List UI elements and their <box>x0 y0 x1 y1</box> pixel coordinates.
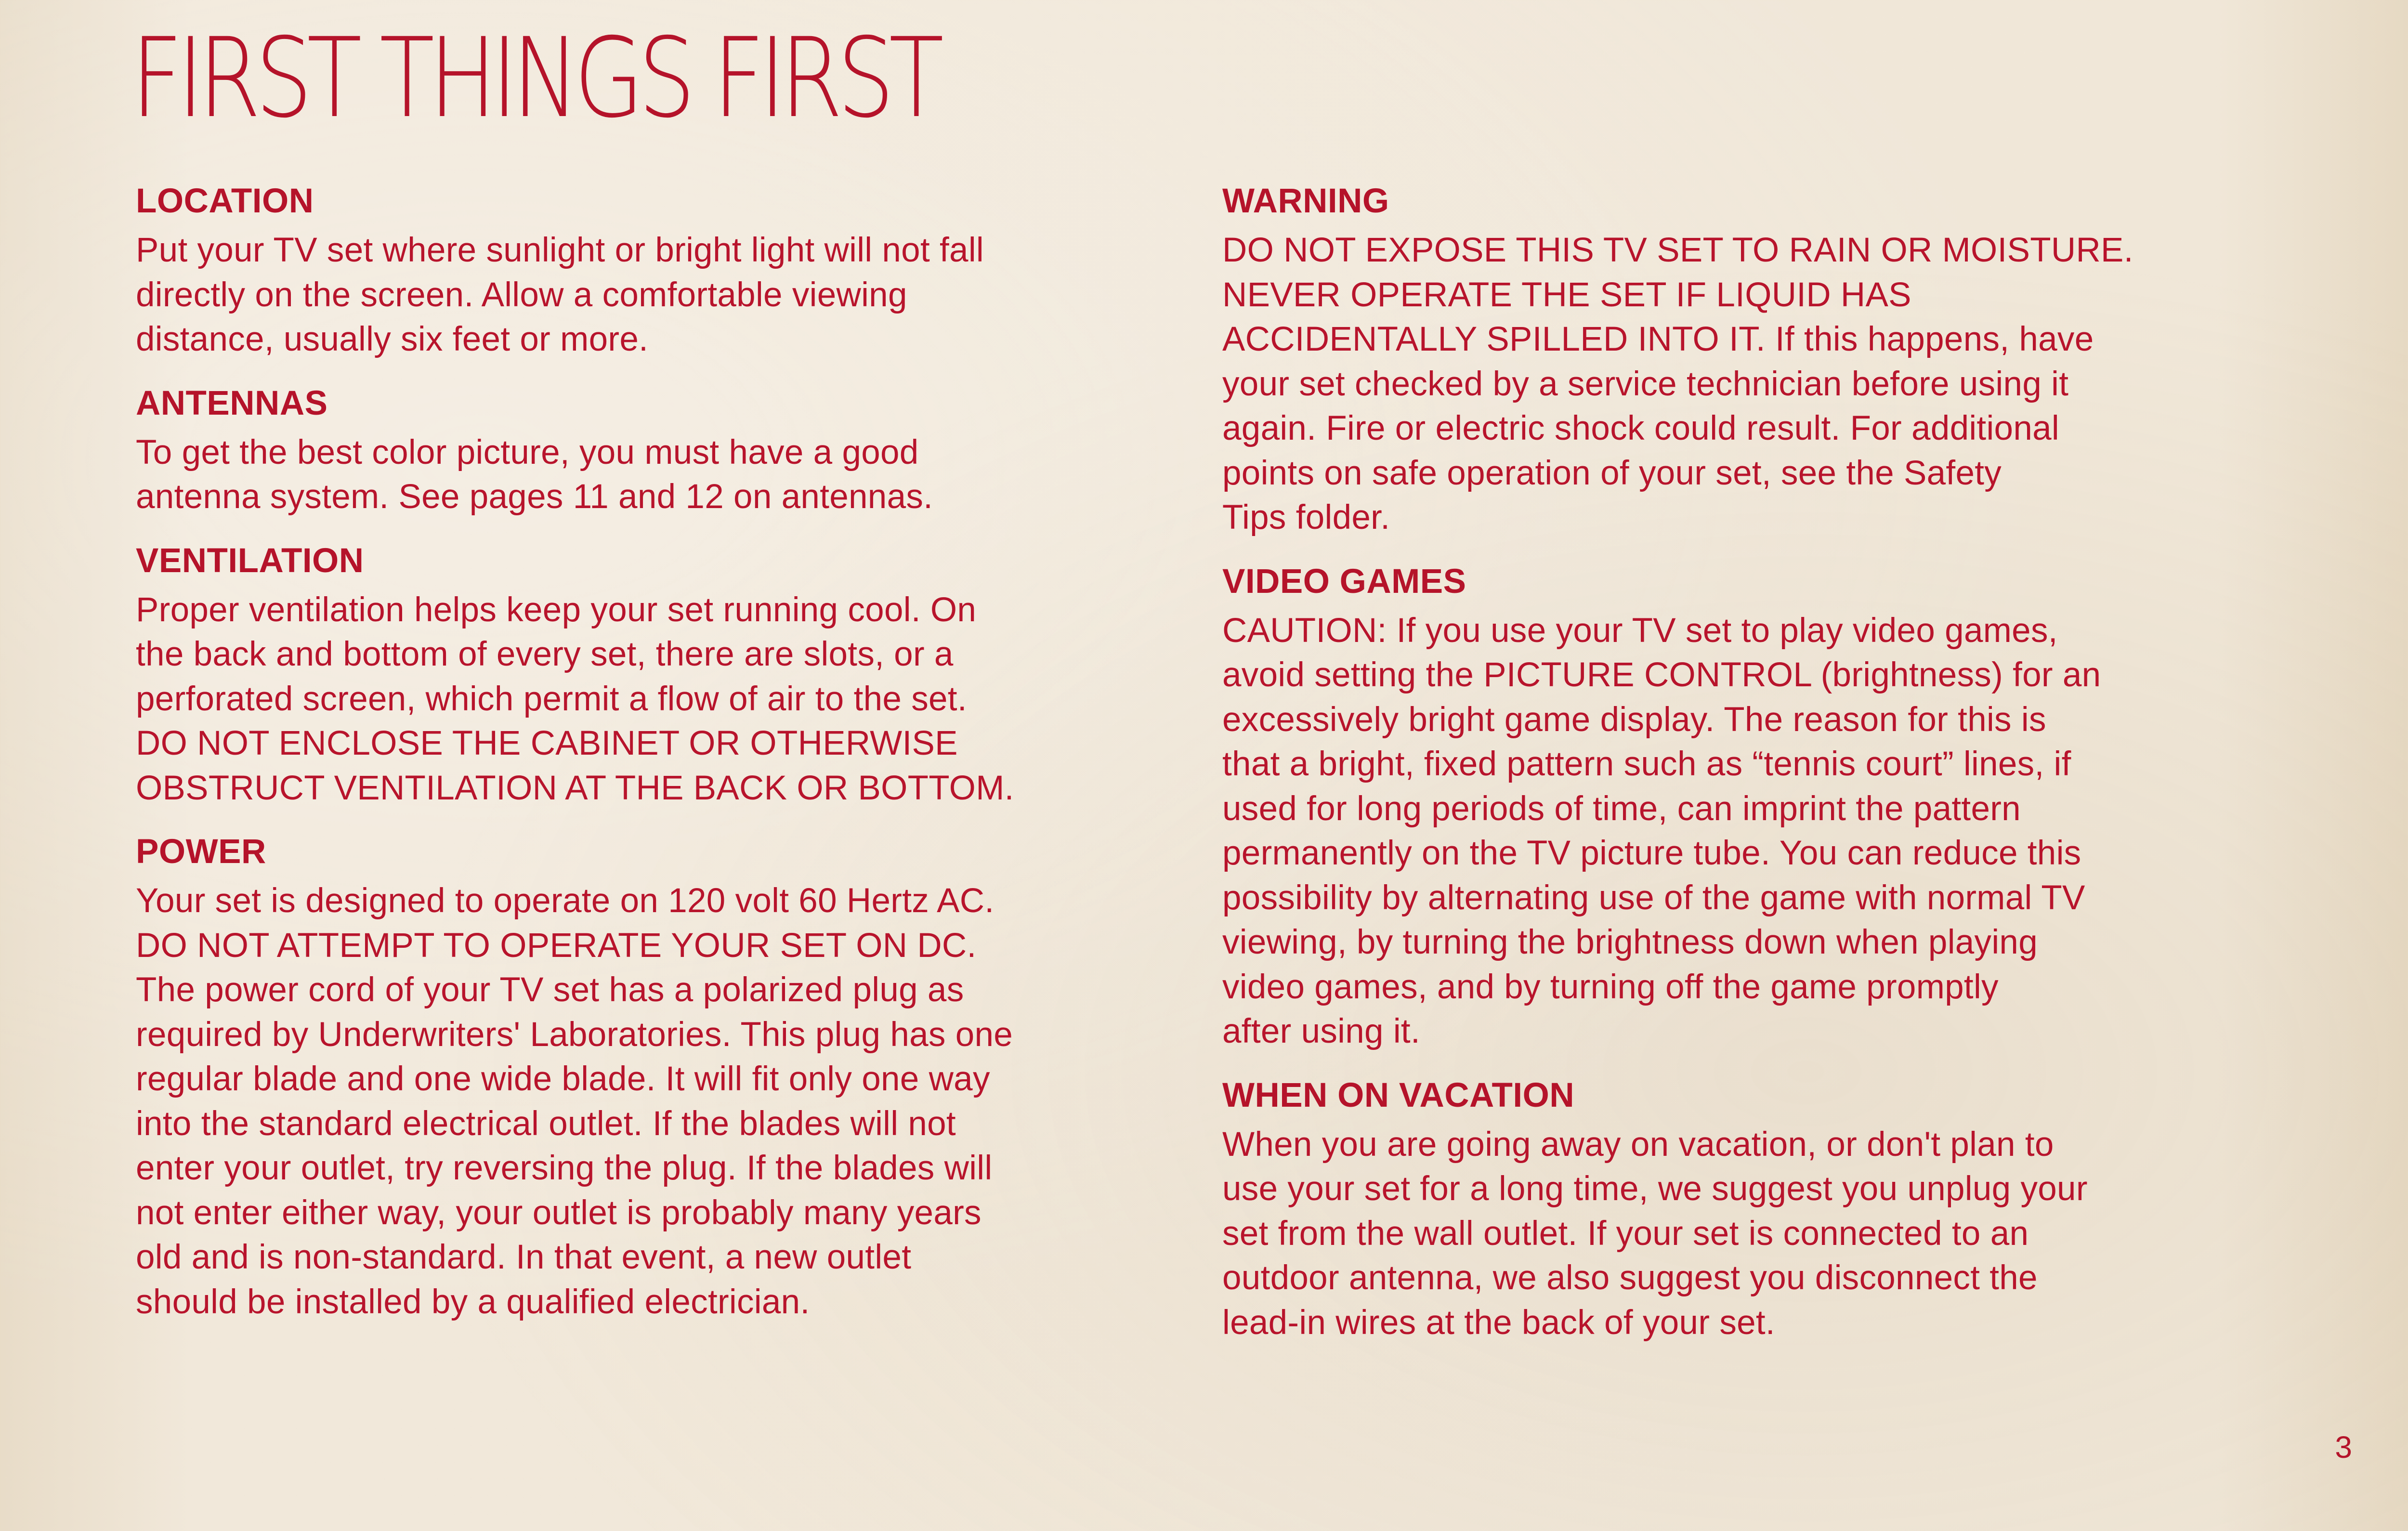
section-body: DO NOT EXPOSE THIS TV SET TO RAIN OR MOISTURE. NEVER OPERATE THE SET IF LIQUID HAS ACCIDENTALLY SPILLED INTO IT. If this happens, have your set checked by a service technician before using it again. Fire or electric shock could result. For additional points on safe operation of your set, see the Safety Tips folder. <box>1222 231 2133 537</box>
section-when-on-vacation <box>1222 1073 2258 1346</box>
section-heading: VIDEO GAMES <box>1222 562 1466 601</box>
section-warning <box>1222 179 2258 540</box>
section-heading: POWER <box>136 833 266 871</box>
section-body: Your set is designed to operate on 120 volt 60 Hertz AC. DO NOT ATTEMPT TO OPERATE YOUR SET ON DC. The power cord of your TV set has a polarized plug as required by Underwriters' Laboratories. This plug has one regular blade and one wide blade. It will fit only one way into the standard electrical outlet. If the blades will not enter your outlet, try reversing the plug. If the blades will not enter either way, your outlet is probably many years old and is non-standard. In that event, a new outlet should be installed by a qualified electrician. <box>136 882 1013 1321</box>
page-number: 3 <box>2335 1430 2352 1465</box>
page-title: FIRST THINGS FIRST <box>131 14 939 142</box>
section-body: Proper ventilation helps keep your set running cool. On the back and bottom of every set, there are slots, or a perforated screen, which permit a flow of air to the set. DO NOT ENCLOSE THE CABINET OR OTHERWISE OBSTRUCT VENTILATION AT THE BACK OR BOTTOM. <box>136 590 1014 807</box>
section-ventilation <box>136 539 1157 811</box>
section-power <box>136 830 1157 1324</box>
left-column <box>136 179 1157 1344</box>
section-heading: WARNING <box>1222 182 1389 220</box>
section-heading: ANTENNAS <box>136 384 328 422</box>
section-heading: VENTILATION <box>136 541 364 580</box>
section-heading: LOCATION <box>136 182 314 220</box>
section-body: CAUTION: If you use your TV set to play video games, avoid setting the PICTURE CONTROL (brightness) for an excessively bright game display. The reason for this is that a bright, fixed pattern such as “tennis court” lines, if used for long periods of time, can imprint the pattern permanently on the TV picture tube. You can reduce this possibility by alternating use of the game with normal TV viewing, by turning the brightness down when playing video games, and by turning off the game promptly after using it. <box>1222 611 2101 1050</box>
section-video-games <box>1222 560 2258 1054</box>
section-location <box>136 179 1157 362</box>
section-body: To get the best color picture, you must have a good antenna system. See pages 11 and 12 on antennas. <box>136 433 933 516</box>
section-antennas <box>136 381 1157 520</box>
section-body: When you are going away on vacation, or don't plan to use your set for a long time, we suggest you unplug your set from the wall outlet. If your set is connected to an outdoor antenna, we also suggest you disconnect the lead-in wires at the back of your set. <box>1222 1125 2088 1342</box>
right-column <box>1222 179 2258 1364</box>
section-body: Put your TV set where sunlight or bright light will not fall directly on the screen. Allow a comfortable viewing distance, usually six feet or more. <box>136 231 984 358</box>
section-heading: WHEN ON VACATION <box>1222 1076 1575 1114</box>
